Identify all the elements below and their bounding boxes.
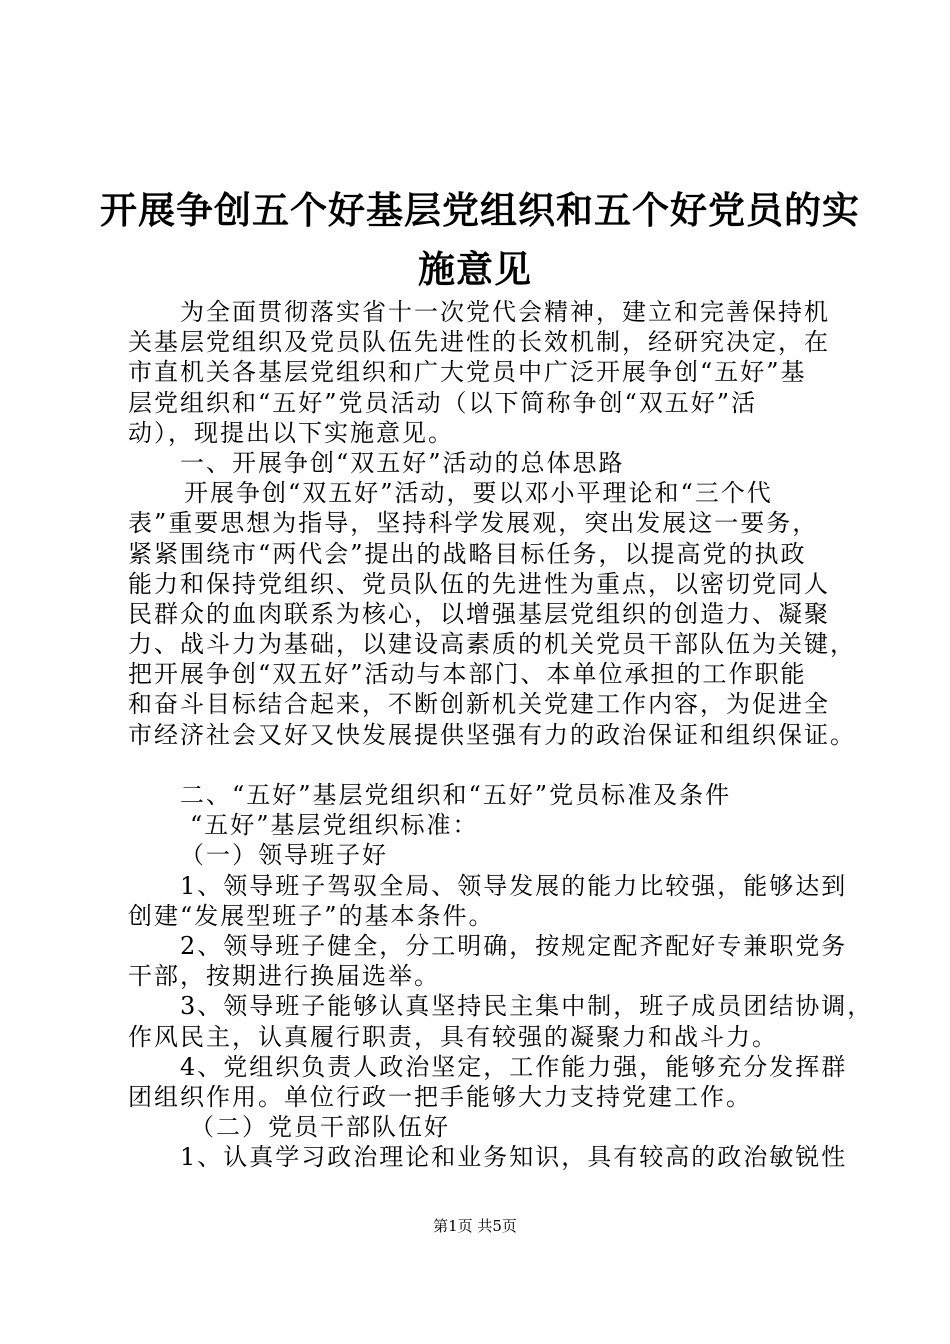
paragraph-line: 力、战斗力为基础，以建设高素质的机关党员干部队伍为关键， [128, 630, 856, 659]
section-heading: 一、开展争创“双五好”活动的总体思路 [180, 448, 625, 477]
list-item-line: 干部，按期进行换届选举。 [128, 962, 440, 991]
document-title-line-1: 开展争创五个好基层党组织和五个好党员的实 [100, 189, 860, 232]
paragraph-line: 能力和保持党组织、党员队伍的先进性为重点，以密切党同人 [128, 569, 830, 598]
subsection-heading: （一）领导班子好 [180, 841, 388, 870]
list-item-line: 3、领导班子能够认真坚持民主集中制，班子成员团结协调， [180, 992, 874, 1021]
list-item-line: 2、领导班子健全，分工明确，按规定配齐配好专兼职党务 [180, 931, 848, 960]
paragraph-line: 把开展争创“双五好”活动与本部门、本单位承担的工作职能 [128, 660, 807, 689]
subsection-heading: （二）党员干部队伍好 [190, 1113, 450, 1142]
page-footer: 第1页 共5页 [433, 1217, 517, 1235]
document-body [128, 297, 874, 1172]
list-item-line: 1、认真学习政治理论和业务知识，具有较高的政治敏锐性 [180, 1143, 848, 1172]
paragraph-line: 市直机关各基层党组织和广大党员中广泛开展争创“五好”基 [128, 358, 807, 387]
paragraph-line: 层党组织和“五好”党员活动（以下简称争创“双五好”活 [128, 388, 758, 417]
list-item-line: 创建“发展型班子”的基本条件。 [128, 901, 495, 930]
section-heading: 二、“五好”基层党组织和“五好”党员标准及条件 [180, 781, 732, 809]
paragraph-line: 市经济社会又好又快发展提供坚强有力的政治保证和组织保证。 [128, 720, 856, 749]
paragraph-line: 关基层党组织及党员队伍先进性的长效机制，经研究决定，在 [128, 328, 830, 357]
subsection-heading: “五好”基层党组织标准： [190, 811, 479, 840]
paragraph-line: 和奋斗目标结合起来，不断创新机关党建工作内容，为促进全 [128, 690, 830, 719]
list-item-line: 4、党组织负责人政治坚定，工作能力强，能够充分发挥群 [180, 1052, 848, 1081]
paragraph-line: 民群众的血肉联系为核心，以增强基层党组织的创造力、凝聚 [128, 599, 830, 628]
list-item-line: 团组织作用。单位行政一把手能够大力支持党建工作。 [128, 1082, 752, 1111]
blank-line [128, 750, 838, 780]
paragraph-line: 紧紧围绕市“两代会”提出的战略目标任务，以提高党的执政 [128, 539, 807, 568]
list-item-line: 作风民主，认真履行职责，具有较强的凝聚力和战斗力。 [128, 1022, 778, 1051]
paragraph-line: 表”重要思想为指导，坚持科学发展观，突出发展这一要务， [128, 509, 819, 538]
paragraph-line: 动），现提出以下实施意见。 [128, 418, 454, 447]
list-item-line: 1、领导班子驾驭全局、领导发展的能力比较强，能够达到 [180, 871, 848, 900]
paragraph-line: 为全面贯彻落实省十一次党代会精神，建立和完善保持机 [180, 298, 830, 326]
paragraph-line: 开展争创“双五好”活动，要以邓小平理论和“三个代 [184, 479, 773, 508]
document-title-line-2: 施意见 [418, 248, 532, 291]
